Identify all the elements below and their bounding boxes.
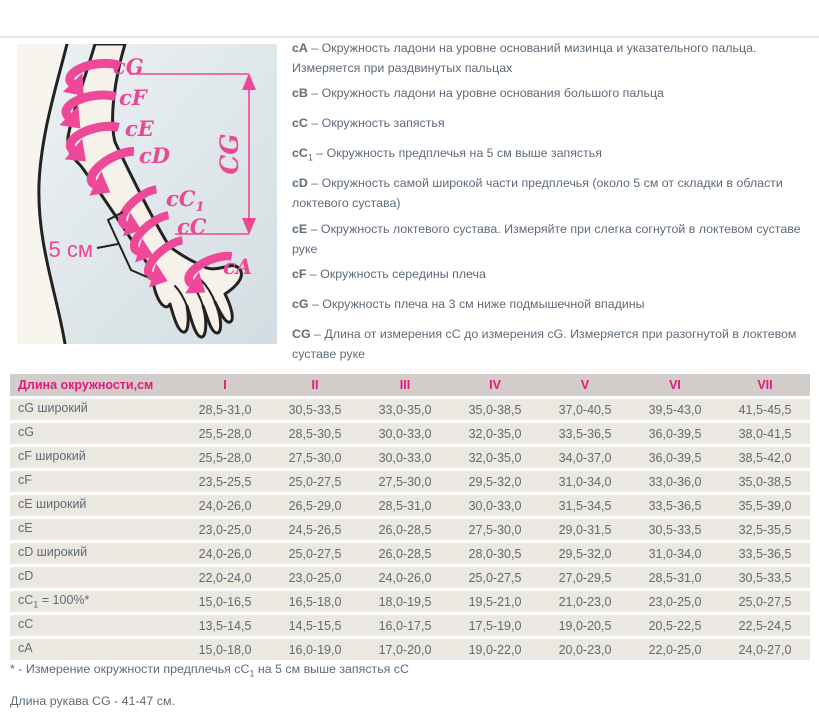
table-cell: 24,0-26,0 (360, 567, 450, 588)
table-cell: 26,5-29,0 (270, 495, 360, 516)
table-cell: 35,0-38,5 (720, 471, 810, 492)
table-cell: 36,0-39,5 (630, 423, 720, 444)
table-row (10, 447, 810, 468)
description-item (292, 86, 814, 106)
table-cell: 28,5-31,0 (630, 567, 720, 588)
size-column-header: VI (630, 374, 720, 396)
table-cell: 20,5-22,5 (630, 615, 720, 636)
top-divider (0, 36, 819, 38)
row-label: cD (10, 567, 180, 588)
table-cell: 27,5-30,0 (360, 471, 450, 492)
table-cell: 33,5-36,5 (720, 543, 810, 564)
table-cell: 19,5-21,0 (450, 591, 540, 612)
row-label: cA (10, 639, 180, 660)
cg-length-label: CG (215, 133, 244, 175)
arm-illustration (17, 44, 277, 344)
measure-code: CG (292, 327, 311, 342)
description-text: – Окружность ладони на уровне оснований мизинца и указательного пальца. Измеряется при раздвинутых пальцах (292, 41, 757, 75)
table-cell: 31,0-34,0 (540, 471, 630, 492)
table-cell: 28,5-31,0 (360, 495, 450, 516)
table-cell: 16,0-19,0 (270, 639, 360, 660)
size-column-header: I (180, 374, 270, 396)
table-cell: 14,5-15,5 (270, 615, 360, 636)
footnote-sleeve-length: Длина рукава CG - 41-47 см. (10, 694, 175, 708)
description-item (292, 176, 814, 211)
table-cell: 24,0-26,0 (180, 495, 270, 516)
table-cell: 31,5-34,5 (540, 495, 630, 516)
description-item (292, 327, 814, 362)
table-cell: 32,0-35,0 (450, 447, 540, 468)
table-cell: 37,0-40,5 (540, 399, 630, 420)
table-row (10, 543, 810, 564)
table-cell: 24,0-27,0 (720, 639, 810, 660)
table-row (10, 423, 810, 444)
description-text: – Окружность плеча на 3 см ниже подмышечной впадины (308, 297, 645, 312)
label-cE: cE (125, 116, 154, 141)
sizing-table (10, 371, 810, 663)
table-cell: 27,0-29,5 (540, 567, 630, 588)
table-cell: 32,5-35,5 (720, 519, 810, 540)
footnote-asterisk: * - Измерение окружности предплечья $cC_1$ на 5 см выше запястья cC (10, 662, 409, 679)
table-cell: 27,5-30,0 (450, 519, 540, 540)
table-cell: 28,0-30,5 (450, 543, 540, 564)
label-cF: cF (119, 85, 147, 110)
table-cell: 23,5-25,5 (180, 471, 270, 492)
label-cC: cC (177, 214, 207, 239)
table-row (10, 615, 810, 636)
measure-code: cB (292, 86, 308, 101)
table-cell: 23,0-25,0 (630, 591, 720, 612)
table-header-label: Длина окружности,см (10, 374, 180, 396)
table-cell: 25,0-27,5 (270, 471, 360, 492)
description-text: – Окружность самой широкой части предплечья (около 5 см от складки в области локтевого сустава) (292, 176, 783, 211)
measure-code: cA (292, 41, 308, 55)
table-row (10, 495, 810, 516)
table-cell: 25,0-27,5 (450, 567, 540, 588)
size-column-header: IV (450, 374, 540, 396)
table-row (10, 399, 810, 420)
table-header-row (10, 374, 810, 396)
table-cell: 29,5-32,0 (540, 543, 630, 564)
table-cell: 28,5-30,5 (270, 423, 360, 444)
five-cm-label: 5 см (48, 237, 93, 262)
table-cell: 22,5-24,5 (720, 615, 810, 636)
descriptions-list (292, 41, 814, 373)
table-cell: 26,0-28,5 (360, 543, 450, 564)
table-cell: 32,0-35,0 (450, 423, 540, 444)
table-cell: 35,0-38,5 (450, 399, 540, 420)
table-cell: 25,5-28,0 (180, 423, 270, 444)
row-label: cC (10, 615, 180, 636)
measure-code-sub: 1 (307, 152, 313, 163)
measure-code: cC (292, 116, 308, 131)
table-cell: 28,5-31,0 (180, 399, 270, 420)
table-cell: 29,0-31,5 (540, 519, 630, 540)
table-cell: 23,0-25,0 (270, 567, 360, 588)
description-item (292, 267, 814, 287)
table-row (10, 519, 810, 540)
description-text: – Длина от измерения cC до измерения cG. Измеряется при разогнутой в локтевом суставе руке (292, 327, 797, 362)
row-label: cG (10, 423, 180, 444)
table-cell: 27,5-30,0 (270, 447, 360, 468)
table-cell: 30,0-33,0 (450, 495, 540, 516)
table-cell: 33,5-36,5 (540, 423, 630, 444)
table-cell: 30,0-33,0 (360, 447, 450, 468)
table-cell: 20,0-23,0 (540, 639, 630, 660)
row-label: cD широкий (10, 543, 180, 564)
table-cell: 16,0-17,5 (360, 615, 450, 636)
table-cell: 19,0-20,5 (540, 615, 630, 636)
description-item (292, 41, 814, 76)
table-cell: 33,5-36,5 (630, 495, 720, 516)
table-row (10, 591, 810, 612)
label-cC1: $cC_1$ (166, 186, 205, 215)
table-cell: 34,0-37,0 (540, 447, 630, 468)
description-item (292, 146, 814, 166)
table-cell: 19,0-22,0 (450, 639, 540, 660)
table-cell: 30,5-33,5 (270, 399, 360, 420)
measure-code: cG (292, 297, 309, 312)
table-cell: 41,5-45,5 (720, 399, 810, 420)
row-label: cF (10, 471, 180, 492)
description-text: – Окружность предплечья на 5 см выше запястья (312, 146, 602, 161)
measurement-diagram (17, 44, 277, 344)
measure-code: cF (292, 267, 307, 282)
table-cell: 38,5-42,0 (720, 447, 810, 468)
label-cA: cA (223, 254, 253, 279)
table-cell: 23,0-25,0 (180, 519, 270, 540)
table-cell: 18,0-19,5 (360, 591, 450, 612)
description-text: – Окружность середины плеча (306, 267, 486, 282)
table-cell: 31,0-34,0 (630, 543, 720, 564)
description-text: – Окружность ладони на уровне основания большого пальца (307, 86, 664, 101)
table-cell: 30,5-33,5 (720, 567, 810, 588)
table-cell: 25,0-27,5 (270, 543, 360, 564)
size-column-header: V (540, 374, 630, 396)
description-item (292, 116, 814, 136)
size-column-header: III (360, 374, 450, 396)
description-item (292, 297, 814, 317)
table-cell: 16,5-18,0 (270, 591, 360, 612)
label-cG: cG (113, 54, 144, 79)
description-text: – Окружность локтевого сустава. Измеряйте при слегка согнутой в локтевом суставе руке (292, 221, 801, 256)
table-cell: 17,0-20,0 (360, 639, 450, 660)
table-cell: 22,0-25,0 (630, 639, 720, 660)
table-cell: 24,0-26,0 (180, 543, 270, 564)
measure-code: cD (292, 176, 308, 191)
table-cell: 35,5-39,0 (720, 495, 810, 516)
measure-code: cE (292, 221, 308, 236)
row-label: cF широкий (10, 447, 180, 468)
description-text: – Окружность запястья (307, 116, 445, 131)
table-row (10, 639, 810, 660)
row-label: cG широкий (10, 399, 180, 420)
table-cell: 25,0-27,5 (720, 591, 810, 612)
table-cell: 36,0-39,5 (630, 447, 720, 468)
table-row (10, 471, 810, 492)
table-cell: 29,5-32,0 (450, 471, 540, 492)
size-column-header: II (270, 374, 360, 396)
measure-code: cC (292, 146, 308, 161)
table-cell: 38,0-41,5 (720, 423, 810, 444)
table-cell: 21,0-23,0 (540, 591, 630, 612)
table-cell: 15,0-18,0 (180, 639, 270, 660)
table-cell: 15,0-16,5 (180, 591, 270, 612)
table-cell: 33,0-35,0 (360, 399, 450, 420)
table-cell: 24,5-26,5 (270, 519, 360, 540)
table-cell: 26,0-28,5 (360, 519, 450, 540)
description-item (292, 222, 814, 257)
label-cD: cD (139, 143, 170, 168)
table-cell: 17,5-19,0 (450, 615, 540, 636)
row-label: cE широкий (10, 495, 180, 516)
row-label: cE (10, 519, 180, 540)
table-cell: 33,0-36,0 (630, 471, 720, 492)
table-cell: 25,5-28,0 (180, 447, 270, 468)
table-cell: 30,5-33,5 (630, 519, 720, 540)
table-cell: 30,0-33,0 (360, 423, 450, 444)
size-column-header: VII (720, 374, 810, 396)
table-row (10, 567, 810, 588)
table-cell: 22,0-24,0 (180, 567, 270, 588)
table-cell: 39,5-43,0 (630, 399, 720, 420)
row-label: $cC_1 = 100\%*$ (10, 591, 180, 612)
table-cell: 13,5-14,5 (180, 615, 270, 636)
